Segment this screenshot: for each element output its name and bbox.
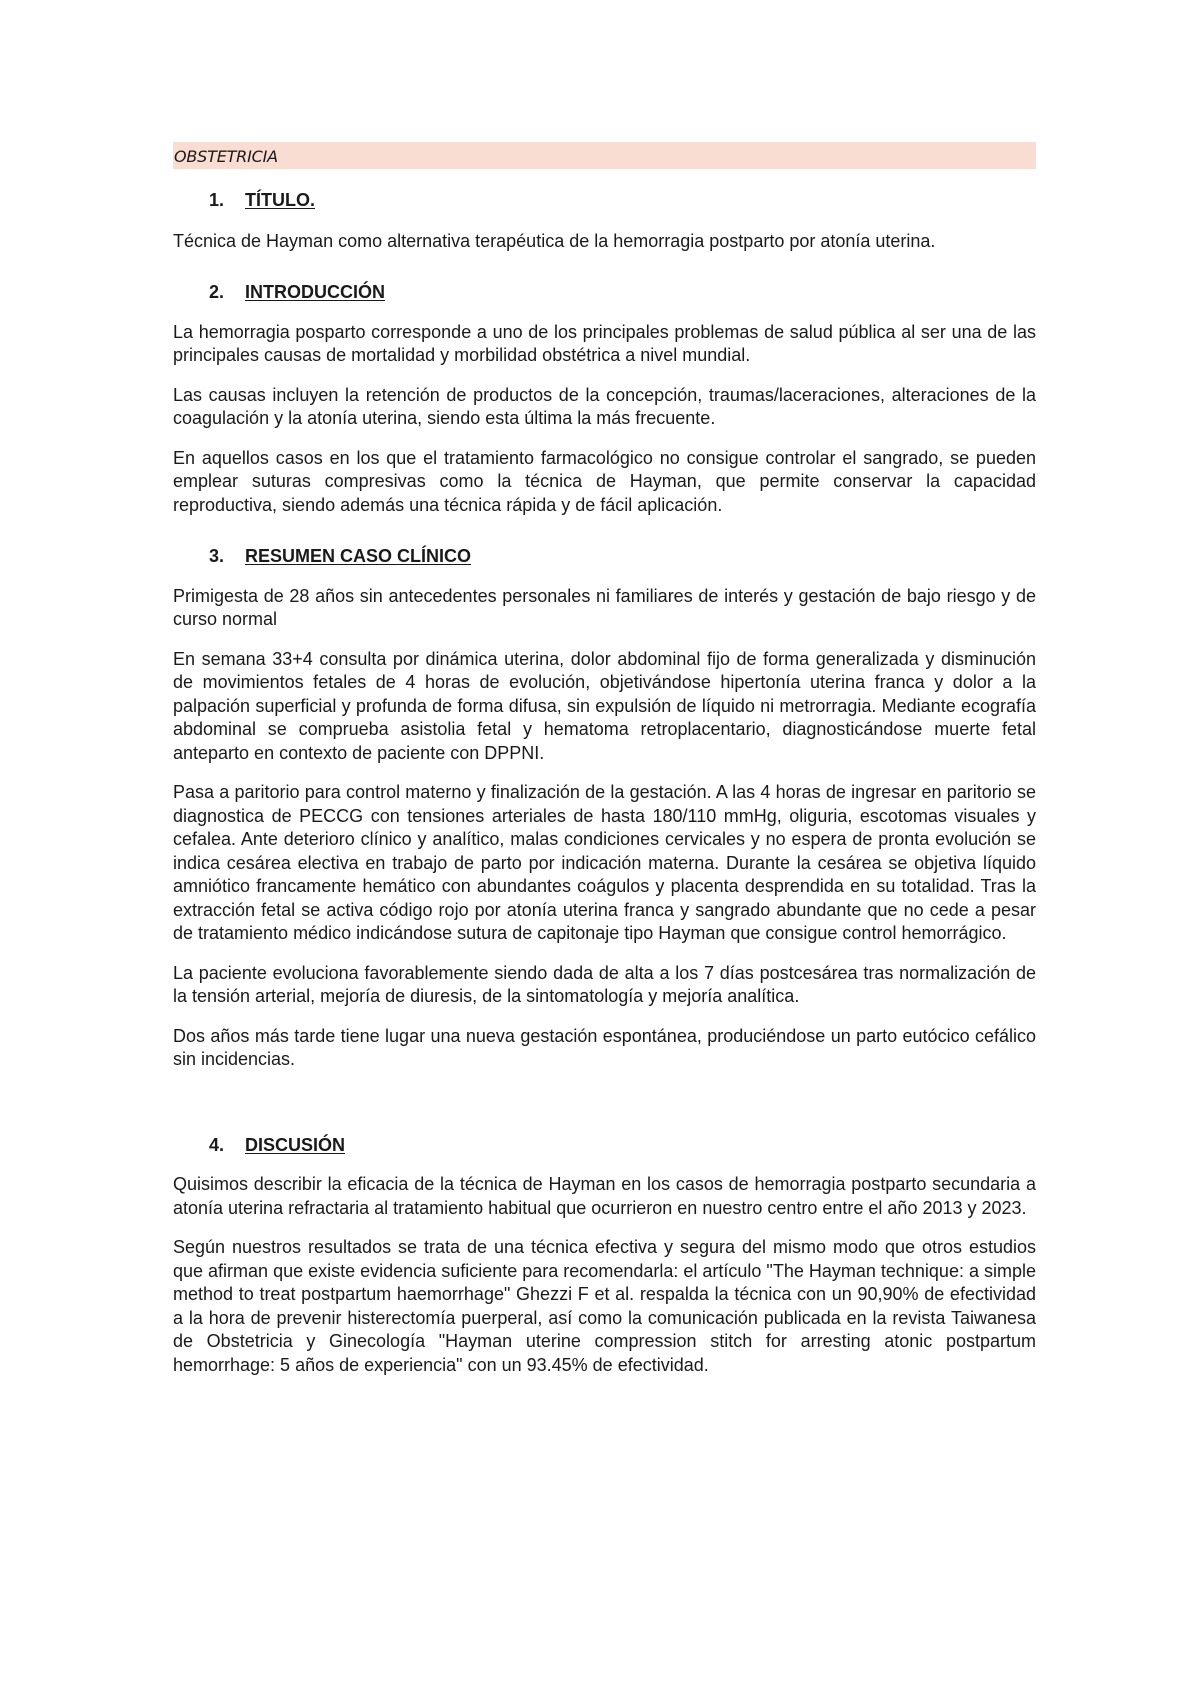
intro-paragraph: En aquellos casos en los que el tratamiento farmacológico no consigue controlar el sangrado, se pueden emplear suturas compresivas como la técnica de Hayman, que permite conservar la capacidad reproductiva, siendo además una técnica rápida y de fácil aplicación. — [173, 447, 1036, 515]
section-number: 1. — [209, 190, 225, 210]
intro-paragraph: Las causas incluyen la retención de productos de la concepción, traumas/laceraciones, alteraciones de la coagulación y la atonía uterina, siendo esta última la más frecuente. — [173, 384, 1036, 428]
section-heading-title — [173, 189, 1036, 213]
case-paragraph: La paciente evoluciona favorablemente siendo dada de alta a los 7 días postcesárea tras normalización de la tensión arterial, mejoría de diuresis, de la sintomatología y mejoría analítica. — [173, 962, 1036, 1006]
intro-paragraph: La hemorragia posparto corresponde a uno de los principales problemas de salud pública al ser una de las principales causas de mortalidad y morbilidad obstétrica a nivel mundial. — [173, 321, 1036, 365]
case-paragraph: En semana 33+4 consulta por dinámica uterina, dolor abdominal fijo de forma generalizada y disminución de movimientos fetales de 4 horas de evolución, objetivándose hipertonía uterina franca y dolor a la palpación superficial y profunda de forma difusa, sin expulsión de líquido ni metrorragia. Mediante ecografía abdominal se comprueba asistolia fetal y hematoma retroplacentario, diagnosticándose muerte fetal anteparto en contexto de paciente con DPPNI. — [173, 648, 1036, 763]
case-paragraph: Primigesta de 28 años sin antecedentes personales ni familiares de interés y gestación de bajo riesgo y de curso normal — [173, 585, 1036, 629]
section-title: DISCUSIÓN — [245, 1134, 346, 1155]
section-heading-introduction — [173, 281, 1036, 305]
document-page — [173, 142, 1036, 1377]
section-number: 4. — [209, 1134, 225, 1155]
section-heading-case-summary — [173, 545, 1036, 569]
category-banner: OBSTETRICIA — [173, 142, 1036, 169]
discussion-paragraph: Según nuestros resultados se trata de una técnica efectiva y segura del mismo modo que otros estudios que afirman que existe evidencia suficiente para recomendarla: el artículo "The Hayman technique: a simple method to treat postpartum haemorrhage" Ghezzi F et al. respalda la técnica con un 90,90% de efectividad a la hora de prevenir histerectomía puerperal, así como la comunicación publicada en la revista Taiwanesa de Obstetricia y Ginecología "Hayman uterine compression stitch for arresting atonic postpartum hemorrhage: 5 años de experiencia" con un 93.45% de efectividad. — [173, 1237, 1036, 1375]
case-paragraph: Pasa a paritorio para control materno y finalización de la gestación. A las 4 horas de ingresar en paritorio se diagnostica de PECCG con tensiones arteriales de hasta 180/110 mmHg, oliguria, escotomas visuales y cefalea. Ante deterioro clínico y analítico, malas condiciones cervicales y no espera de pronta evolución se indica cesárea electiva en trabajo de parto por indicación materna. Durante la cesárea se objetiva líquido amniótico francamente hemático con abundantes coágulos y placenta desprendida en su totalidad. Tras la extracción fetal se activa código rojo por atonía uterina franca y sangrado abundante que no cede a pesar de tratamiento médico indicándose sutura de capitonaje tipo Hayman que consigue control hemorrágico. — [173, 782, 1036, 943]
discussion-paragraph: Quisimos describir la eficacia de la técnica de Hayman en los casos de hemorragia postparto secundaria a atonía uterina refractaria al tratamiento habitual que ocurrieron en nuestro centro entre el año 2013 y 2023. — [173, 1174, 1036, 1218]
case-paragraph: Dos años más tarde tiene lugar una nueva gestación espontánea, produciéndose un parto eutócico cefálico sin incidencias. — [173, 1025, 1036, 1069]
section-number: 3. — [209, 546, 225, 566]
section-number: 2. — [209, 282, 225, 302]
section-title: INTRODUCCIÓN — [245, 282, 385, 302]
section-title: TÍTULO. — [245, 190, 315, 210]
section-heading-discussion — [173, 1134, 1036, 1158]
title-paragraph: Técnica de Hayman como alternativa terapéutica de la hemorragia postparto por atonía uterina. — [173, 230, 936, 251]
section-title: RESUMEN CASO CLÍNICO — [245, 546, 472, 566]
